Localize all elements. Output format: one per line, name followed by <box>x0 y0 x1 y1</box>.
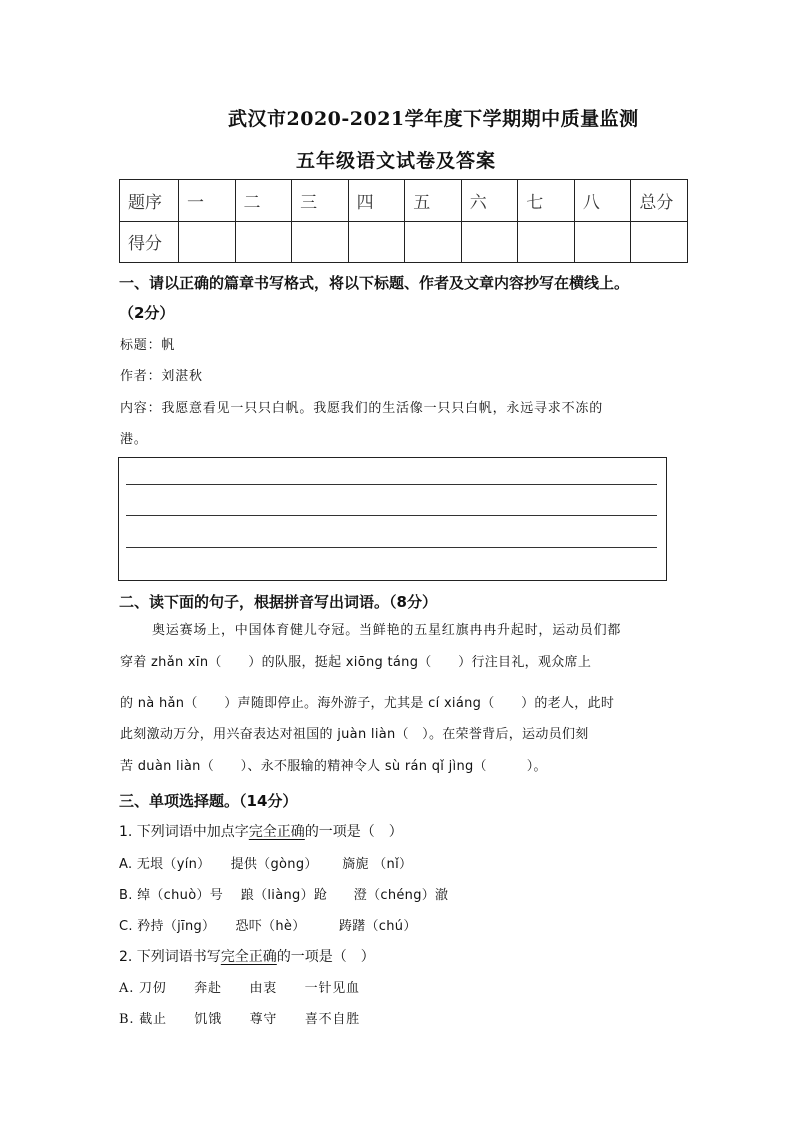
emphasis-text: 完全正确 <box>248 824 305 840</box>
question-1-option-a[interactable]: A. 无垠（yín） 提供（gòng） 旖旎 （nǐ） <box>119 857 413 872</box>
question-stem-suffix: 的一项是（ ） <box>304 824 403 840</box>
score-input-cell[interactable] <box>292 221 349 263</box>
score-input-cell[interactable] <box>348 221 405 263</box>
section1-title-line: 标题：帆 <box>120 338 176 353</box>
score-table <box>119 179 688 263</box>
writing-line <box>126 484 657 485</box>
question-stem-prefix: 2. 下列词语书写 <box>119 949 221 965</box>
question-2-option-b[interactable]: B. 截止 饥饿 尊守 喜不自胜 <box>119 1012 361 1027</box>
score-input-cell[interactable] <box>631 221 688 263</box>
table-cell: 三 <box>292 180 349 222</box>
table-row <box>120 180 688 222</box>
section1-content-line: 内容：我愿意看见一只只白帆。我愿我们的生活像一只只白帆，永远寻求不冻的 <box>120 401 604 416</box>
section3-heading: 三、单项选择题。（14分） <box>119 792 298 810</box>
section2-heading: 二、读下面的句子，根据拼音写出词语。（8分） <box>119 593 437 611</box>
question-1-option-b[interactable]: B. 绰（chuò）号 踉（liàng）跄 澄（chéng）澈 <box>119 888 449 903</box>
score-input-cell[interactable] <box>235 221 292 263</box>
table-cell: 二 <box>235 180 292 222</box>
section1-points: （2分） <box>119 304 175 322</box>
question-1-option-c[interactable]: C. 矜持（jīng） 恐吓（hè） 踌躇（chú） <box>119 919 417 934</box>
answer-writing-box[interactable] <box>118 457 667 581</box>
table-cell: 六 <box>461 180 518 222</box>
emphasis-text: 完全正确 <box>220 949 277 965</box>
question-stem-prefix: 1. 下列词语中加点字 <box>119 824 249 840</box>
table-cell: 四 <box>348 180 405 222</box>
score-input-cell[interactable] <box>461 221 518 263</box>
table-cell: 得分 <box>120 221 179 263</box>
table-cell: 七 <box>518 180 575 222</box>
section2-paragraph-line: 此刻激动万分，用兴奋表达对祖国的 juàn liàn（ ）。在荣誉背后，运动员们刻 <box>120 727 589 742</box>
section1-author-line: 作者：刘湛秋 <box>120 369 203 384</box>
page-subtitle: 五年级语文试卷及答案 <box>296 150 497 172</box>
table-row <box>120 221 688 263</box>
section2-paragraph-line: 苦 duàn liàn（ ）、永不服输的精神令人 sù rán qǐ jìng（ ）。 <box>120 759 547 774</box>
table-cell: 总分 <box>631 180 688 222</box>
page-title: 武汉市2020-2021学年度下学期期中质量监测 <box>228 108 639 130</box>
question-2-option-a[interactable]: A. 刀仞 奔赴 由衷 一针见血 <box>119 981 360 996</box>
section1-heading: 一、请以正确的篇章书写格式，将以下标题、作者及文章内容抄写在横线上。 <box>119 274 630 292</box>
score-input-cell[interactable] <box>405 221 462 263</box>
table-cell: 一 <box>179 180 236 222</box>
writing-line <box>126 547 657 548</box>
section2-paragraph-line: 奥运赛场上，中国体育健儿夺冠。当鲜艳的五星红旗冉冉升起时，运动员们都 <box>152 623 622 638</box>
table-cell: 八 <box>574 180 631 222</box>
question-stem-suffix: 的一项是（ ） <box>276 949 375 965</box>
question-1-stem <box>119 821 403 841</box>
table-cell: 题序 <box>120 180 179 222</box>
score-input-cell[interactable] <box>179 221 236 263</box>
score-input-cell[interactable] <box>574 221 631 263</box>
table-cell: 五 <box>405 180 462 222</box>
section2-paragraph-line: 的 nà hǎn（ ）声随即停止。海外游子，尤其是 cí xiáng（ ）的老人，此时 <box>120 696 615 711</box>
score-input-cell[interactable] <box>518 221 575 263</box>
question-2-stem <box>119 946 375 966</box>
section1-content-line: 港。 <box>120 432 148 447</box>
writing-line <box>126 515 657 516</box>
section2-paragraph-line: 穿着 zhǎn xīn（ ）的队服，挺起 xiōng táng（ ）行注目礼，观众席上 <box>120 655 592 670</box>
